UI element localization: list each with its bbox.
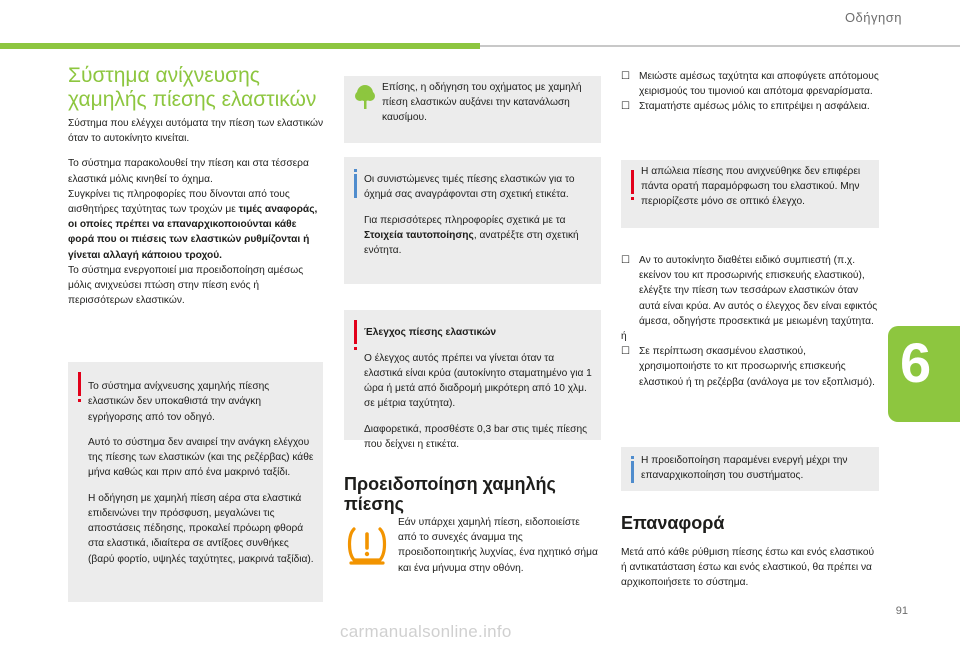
action-list-3 — [621, 344, 879, 390]
reset-text: Μετά από κάθε ρύθμιση πίεσης έστω και ενός ελαστικού ή αντικατάσταση έστω και ενός ελαστικού, θα πρέπει να αρχικοποιήσετε το σύστημα. — [621, 547, 875, 589]
low-pressure-text: Εάν υπάρχει χαμηλή πίεση, ειδοποιείστε από το συνεχές άναμμα της προειδοποιητικής λυχνίας, ένα ηχητικό σήμα και ένα μήνυμα στην οθόνη. — [398, 517, 598, 574]
list-item — [621, 69, 879, 99]
info-icon — [354, 174, 357, 198]
or-text: ή — [621, 331, 627, 343]
list-item-text: Σε περίπτωση σκασμένου ελαστικού, χρησιμοποιήστε το κιτ προσωρινής επισκευής ελαστικού ή τη ρεζέρβα (ανάλογα με τον εξοπλισμό). — [639, 346, 875, 388]
column-1 — [68, 64, 324, 308]
list-item — [621, 99, 879, 114]
warning-icon-dot — [631, 197, 634, 200]
warning-icon — [354, 320, 357, 344]
warning-box-text — [88, 369, 315, 577]
info-text-more — [364, 213, 593, 259]
paragraph-compare-text: Συγκρίνει τις πληροφορίες που δίνονται από τους αισθητήρες ταχύτητας των τροχών με — [68, 188, 290, 216]
info-box-reset — [621, 447, 879, 491]
info-icon-dot — [631, 456, 634, 459]
low-pressure-warning-section — [344, 474, 601, 514]
header-divider — [480, 45, 960, 47]
warning-icon-dot — [354, 347, 357, 350]
list-item — [621, 344, 879, 390]
warning-icon — [631, 170, 634, 194]
info-text-more-c: , ανατρέξτε στη σχετική ενότητα. — [364, 229, 579, 257]
eco-tree-icon — [354, 84, 376, 110]
info-icon — [631, 461, 634, 483]
paragraph-compare-bold: τιμές αναφοράς, οι οποίες πρέπει να επαναρχικοποιούνται κάθε φορά που οι πιέσεις των ελαστικών ρυθμίζονται ή γίνεται αλλαγή κάποιου τροχού. — [68, 204, 318, 261]
warning-icon-dot — [78, 399, 81, 402]
paragraph-monitoring: Το σύστημα παρακολουθεί την πίεση και στα τέσσερα ελαστικά μόλις κινηθεί το όχημα. — [68, 158, 309, 185]
paragraph-activation: Το σύστημα ενεργοποιεί μια προειδοποίηση αμέσως μόλις ανιχνεύσει πτώση στην πίεση ενός ή περισσότερων ελαστικών. — [68, 264, 304, 307]
warning-text-1: Το σύστημα ανίχνευσης χαμηλής πίεσης ελαστικών δεν υποκαθιστά την ανάγκη εγρήγορσης από τον οδηγό. — [88, 381, 270, 423]
intro-text: Σύστημα που ελέγχει αυτόματα την πίεση των ελαστικών όταν το αυτοκίνητο κινείται. — [68, 118, 324, 145]
checkbox-bullet-icon: ☐ — [621, 71, 631, 82]
section-title-tpms: Σύστημα ανίχνευσης χαμηλής πίεσης ελαστικών — [68, 64, 317, 111]
warning-text-2: Αυτό το σύστημα δεν αναιρεί την ανάγκη ελέγχου της πίεσης των ελαστικών (και της ρεζέρβας) κάθε μήνα καθώς και πριν από ένα μακρινό ταξίδι. — [88, 436, 314, 479]
chapter-number: 6 — [900, 331, 932, 394]
warning-visual-text: Η απώλεια πίεσης που ανιχνεύθηκε δεν επιφέρει πάντα ορατή παραμόρφωση του ελαστικού. Μην περιορίζεστε μόνο σε οπτικό έλεγχο. — [641, 166, 861, 208]
check-pressure-box — [344, 310, 601, 450]
list-item-text: Σταματήστε αμέσως μόλις το επιτρέψει η ασφάλεια. — [639, 101, 870, 113]
section-title-reset: Επαναφορά — [621, 513, 725, 533]
info-text-link-bold: Στοιχεία ταυτοποίησης — [364, 229, 474, 241]
list-item-text: Μειώστε αμέσως ταχύτητα και αποφύγετε απότομους χειρισμούς του τιμονιού και απότομα φρεναρίσματα. — [639, 71, 879, 98]
info-box-label — [344, 157, 601, 284]
warning-text-3: Η οδήγηση με χαμηλή πίεση αέρα στα ελαστικά επιδεινώνει την πρόσφυση, μεγαλώνει τις αποστάσεις πέδησης, προκαλεί πρόωρη φθορά στα ελαστικά, ιδιαίτερα σε αντίξοες συνθήκες (βαρύ φορτίο, υψηλές ταχύτητες, μακρινά ταξίδια). — [88, 492, 314, 565]
info-text-values: Οι συνιστώμενες τιμές πίεσης ελαστικών για το όχημά σας αναγράφονται στη σχετική ετικέτα. — [364, 174, 575, 201]
tire-pressure-warning-icon — [344, 523, 390, 567]
eco-text: Επίσης, η οδήγηση του οχήματος με χαμηλή πίεση ελαστικών αυξάνει την κατανάλωση καυσίμου. — [382, 82, 582, 124]
info-icon-dot — [354, 169, 357, 172]
checkbox-bullet-icon: ☐ — [621, 346, 631, 358]
checkbox-bullet-icon: ☐ — [621, 101, 631, 113]
warning-icon — [78, 372, 81, 396]
checkbox-bullet-icon: ☐ — [621, 255, 631, 266]
list-item — [621, 253, 879, 329]
info-text-more-a: Για περισσότερες πληροφορίες σχετικά με τα — [364, 214, 566, 226]
paragraph-compare — [68, 187, 324, 263]
check-title: Έλεγχος πίεσης ελαστικών — [364, 327, 497, 339]
page-header-title: Οδήγηση — [844, 10, 902, 25]
header-accent-bar — [0, 43, 480, 49]
warning-box-visual — [621, 160, 879, 228]
reset-section — [621, 513, 879, 533]
eco-box — [344, 76, 601, 143]
column-3-top — [621, 69, 879, 115]
info-box-text — [364, 162, 593, 269]
info-reset-text: Η προειδοποίηση παραμένει ενεργή μέχρι την επαναρχικοποίηση του συστήματος. — [641, 455, 848, 482]
check-box-text — [364, 315, 593, 462]
action-list — [621, 69, 879, 115]
page-number: 91 — [895, 605, 908, 617]
section-title-low-pressure: Προειδοποίηση χαμηλής πίεσης — [344, 474, 556, 514]
list-item-text: Αν το αυτοκίνητο διαθέτει ειδικό συμπιεστή (π.χ. εκείνον του κιτ προσωρινής επισκευής ελαστικού), ελέγξτε την πίεση των τεσσάρων ελαστικών όταν αυτά είναι κρύα. Αν αυτός ο έλεγχος δεν είναι εφικτός άμεσα, οδηγήστε προσεκτικά με μειωμένη ταχύτητα. — [639, 255, 878, 327]
check-text-2: Διαφορετικά, προσθέστε 0,3 bar στις τιμές πίεσης που δείχνει η ετικέτα. — [364, 423, 588, 450]
watermark: carmanualsonline.info — [340, 622, 512, 641]
column-3-mid — [621, 253, 879, 390]
check-text-1: Ο έλεγχος αυτός πρέπει να γίνεται όταν τα ελαστικά είναι κρύα (αυτοκίνητο σταματημένο για 1 ώρα ή μετά από διαδρομή μικρότερη από 10 χλμ. σε μέτρια ταχύτητα). — [364, 352, 592, 410]
warning-box-driver — [68, 362, 323, 602]
action-list-2 — [621, 253, 879, 329]
